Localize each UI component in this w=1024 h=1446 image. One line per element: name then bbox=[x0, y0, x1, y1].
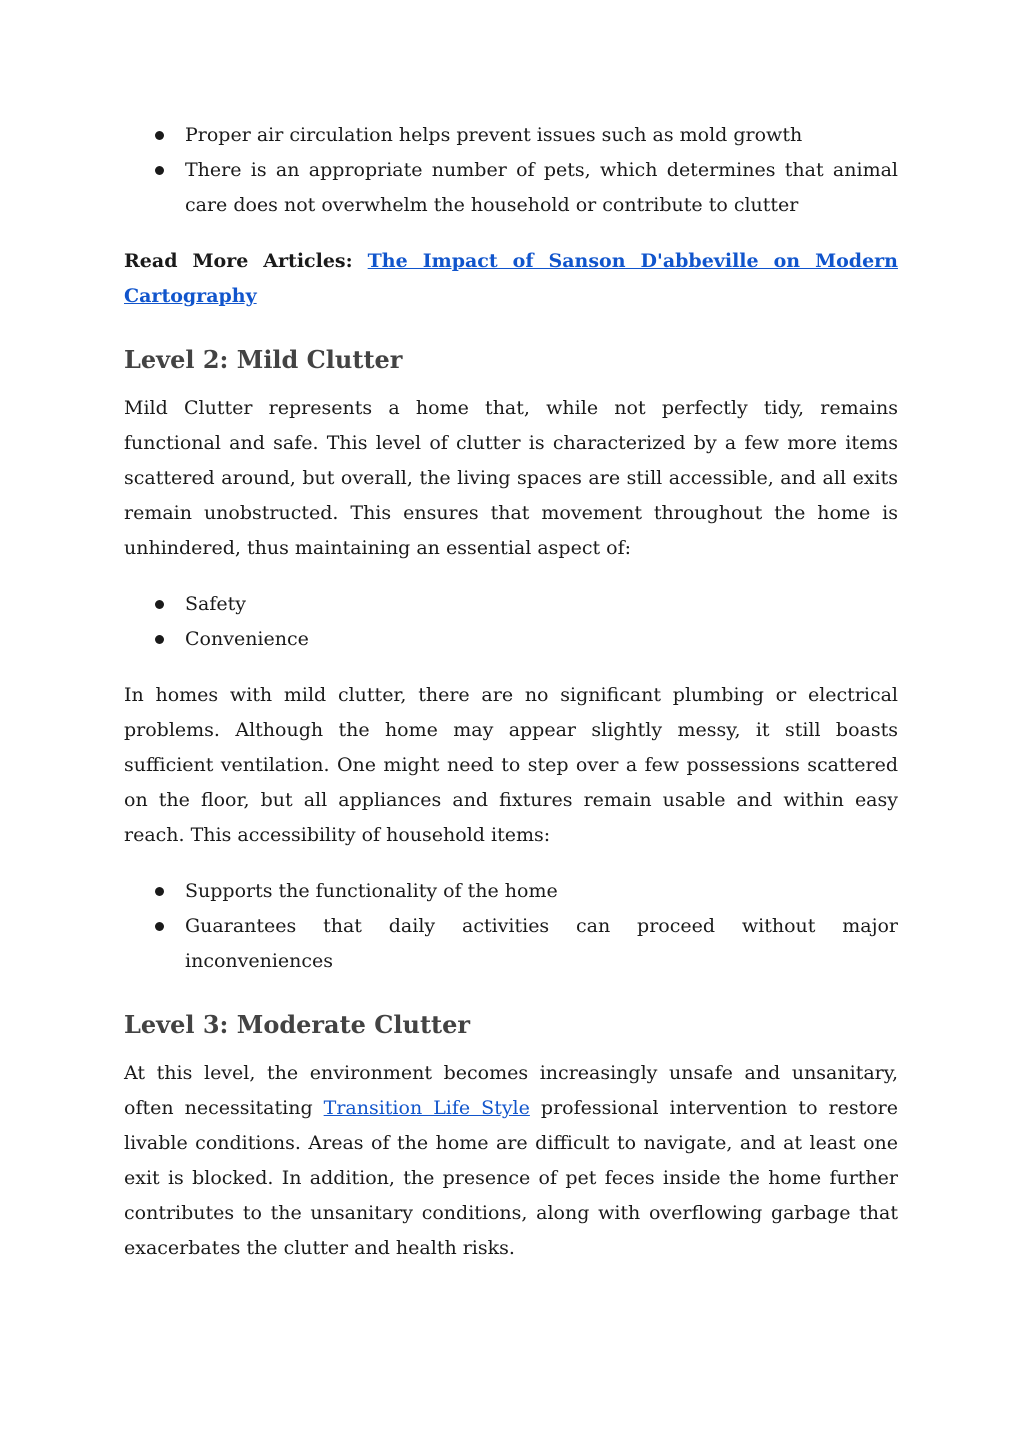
paragraph-text: professional intervention to restore livable conditions. Areas of the home are difficult to navigate, and at least one exit is blocked. In addition, the presence of pet feces inside the home further contributes to the unsanitary conditions, along with overflowing garbage that exacerbates the clutter and health risks. bbox=[124, 1097, 898, 1259]
bullet-icon bbox=[155, 600, 164, 609]
list-item bbox=[124, 909, 898, 979]
section-heading-level-3: Level 3: Moderate Clutter bbox=[124, 1010, 471, 1039]
document-page bbox=[124, 118, 898, 1266]
list-item bbox=[124, 118, 898, 153]
read-more-line bbox=[124, 244, 898, 314]
bullet-icon bbox=[155, 131, 164, 140]
paragraph-level2-detail: In homes with mild clutter, there are no significant plumbing or electrical problems. Although the home may appear slightly messy, it still boasts sufficient ventilation. One might need to step over a few possessions scattered on the floor, but all appliances and fixtures remain usable and within easy reach. This accessibility of household items: bbox=[124, 684, 898, 846]
section-heading-level-2: Level 2: Mild Clutter bbox=[124, 345, 403, 374]
bullet-list-top bbox=[124, 118, 898, 223]
list-item bbox=[124, 587, 898, 622]
list-item bbox=[124, 622, 898, 657]
bullet-icon bbox=[155, 922, 164, 931]
bullet-icon bbox=[155, 887, 164, 896]
list-item bbox=[124, 874, 898, 909]
paragraph-level3 bbox=[124, 1056, 898, 1266]
list-item-text: Convenience bbox=[185, 628, 309, 650]
paragraph-text: At this level, the environment becomes increasingly unsafe and unsanitary, often necessitating bbox=[124, 1062, 898, 1119]
paragraph-level2-intro: Mild Clutter represents a home that, while not perfectly tidy, remains functional and safe. This level of clutter is characterized by a few more items scattered around, but overall, the living spaces are still accessible, and all exits remain unobstructed. This ensures that movement throughout the home is unhindered, thus maintaining an essential aspect of: bbox=[124, 397, 898, 559]
bullet-icon bbox=[155, 635, 164, 644]
bullet-list-functionality bbox=[124, 874, 898, 979]
transition-life-style-link[interactable]: Transition Life Style bbox=[323, 1097, 530, 1119]
list-item-text: Guarantees that daily activities can proceed without major inconveniences bbox=[185, 915, 898, 972]
list-item-text: Supports the functionality of the home bbox=[185, 880, 558, 902]
bullet-icon bbox=[155, 166, 164, 175]
list-item bbox=[124, 153, 898, 223]
bullet-list-safety bbox=[124, 587, 898, 657]
list-item-text: Safety bbox=[185, 593, 246, 615]
list-item-text: Proper air circulation helps prevent issues such as mold growth bbox=[185, 124, 803, 146]
read-more-link[interactable]: The Impact of Sanson D'abbeville on Modern Cartography bbox=[124, 250, 898, 307]
read-more-label: Read More Articles: bbox=[124, 250, 353, 272]
list-item-text: There is an appropriate number of pets, which determines that animal care does not overwhelm the household or contribute to clutter bbox=[185, 159, 898, 216]
